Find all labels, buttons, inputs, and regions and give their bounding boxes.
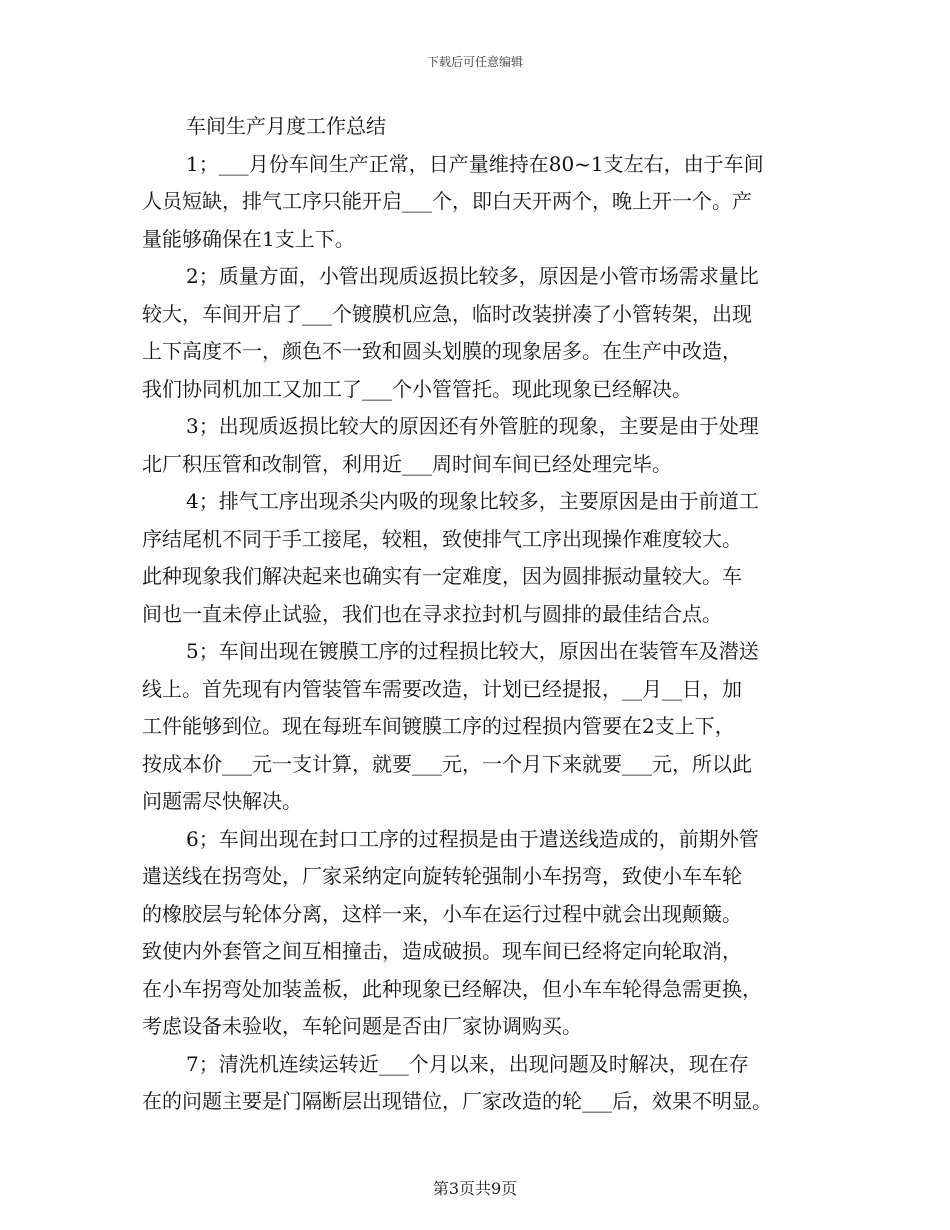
paragraph-line: 在小车拐弯处加装盖板，此种现象已经解决，但小车车轮得急需更换， [142, 976, 762, 1001]
document-title: 车间生产月度工作总结 [186, 114, 386, 138]
paragraph-line: 人员短缺，排气工序只能开启___个，即白天开两个，晚上开一个。产 [142, 189, 752, 213]
paragraph-line: 1；___月份车间生产正常，日产量维持在80~1支左右，由于车间 [186, 151, 764, 176]
page-number: 第3页共9页 [432, 1179, 518, 1198]
paragraph-line: 北厂积压管和改制管，利用近___周时间车间已经处理完毕。 [142, 451, 672, 476]
paragraph-line: 工件能够到位。现在每班车间镀膜工序的过程损内管要在2支上下， [142, 714, 735, 738]
paragraph-line: 7；清洗机连续运转近___个月以来，出现问题及时解决，现在存 [186, 1051, 749, 1076]
paragraph-line: 2；质量方面，小管出现质返损比较多，原因是小管市场需求量比 [186, 264, 759, 288]
paragraph-line: 间也一直未停止试验，我们也在寻求拉封机与圆排的最佳结合点。 [142, 601, 722, 626]
paragraph-line: 4；排气工序出现杀尖内吸的现象比较多，主要原因是由于前道工 [186, 489, 759, 513]
paragraph-line: 6；车间出现在封口工序的过程损是由于遣送线造成的，前期外管 [186, 826, 759, 851]
paragraph-line: 3；出现质返损比较大的原因还有外管脏的现象，主要是由于处理 [186, 414, 759, 438]
paragraph-line: 量能够确保在1支上下。 [142, 226, 355, 251]
paragraph-line: 在的问题主要是门隔断层出现错位，厂家改造的轮___后，效果不明显。 [142, 1089, 772, 1113]
paragraph-line: 考虑设备未验收，车轮问题是否由厂家协调购买。 [142, 1014, 582, 1038]
document-body [142, 108, 822, 1121]
paragraph-line: 5；车间出现在镀膜工序的过程损比较大，原因出在装管车及潜送 [186, 639, 759, 663]
paragraph-line: 的橡胶层与轮体分离，这样一来，小车在运行过程中就会出现颠簸。 [142, 901, 742, 926]
paragraph-line: 线上。首先现有内管装管车需要改造，计划已经提报，__月__日，加 [142, 676, 742, 701]
paragraph-line: 遣送线在拐弯处，厂家采纳定向旋转轮强制小车拐弯，致使小车车轮 [142, 864, 742, 888]
paragraph-line: 较大，车间开启了___个镀膜机应急，临时改装拼凑了小管转架，出现 [142, 301, 752, 326]
paragraph-line: 序结尾机不同于手工接尾，较粗，致使排气工序出现操作难度较大。 [142, 526, 742, 551]
paragraph-line: 问题需尽快解决。 [142, 789, 302, 813]
header-note: 下载后可任意编辑 [426, 55, 523, 69]
paragraph-line: 我们协同机加工又加工了___个小管管托。现此现象已经解决。 [142, 376, 692, 401]
paragraph-line: 此种现象我们解决起来也确实有一定难度，因为圆排振动量较大。车 [142, 564, 742, 588]
paragraph-line: 致使内外套管之间互相撞击，造成破损。现车间已经将定向轮取消， [142, 939, 742, 963]
paragraph-line: 上下高度不一，颜色不一致和圆头划膜的现象居多。在生产中改造， [142, 339, 742, 363]
paragraph-line: 按成本价___元一支计算，就要___元，一个月下来就要___元，所以此 [142, 751, 752, 776]
